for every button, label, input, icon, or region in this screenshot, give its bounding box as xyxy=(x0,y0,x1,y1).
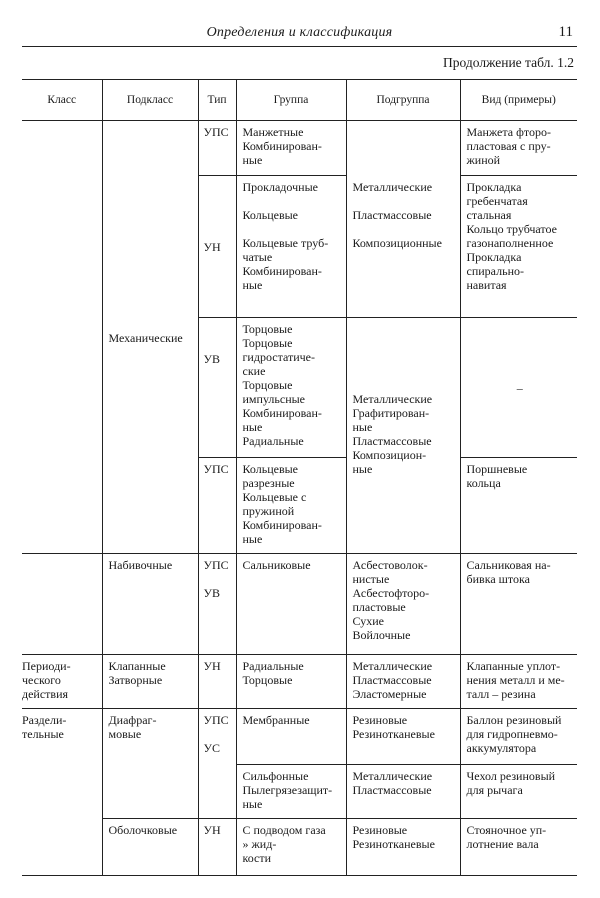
table-row xyxy=(22,709,577,765)
subgroup-cell: Резиновые Резинотканевые xyxy=(346,709,460,765)
type-cell: УН xyxy=(198,819,236,876)
examples-cell: Манжета фторо- пластовая с пру- жиной xyxy=(460,121,577,176)
subgroup-cell: Металлические Пластмассовые Композиционные xyxy=(346,176,460,318)
group-cell: С подводом газа » жид- кости xyxy=(236,819,346,876)
table-row xyxy=(22,121,577,176)
group-cell: Торцовые Торцовые гидростатиче- ские Торцовые импульсные Комбинирован- ные Радиальные xyxy=(236,318,346,458)
table-continuation-caption: Продолжение табл. 1.2 xyxy=(443,55,574,70)
class-cell: Периоди- ческого действия xyxy=(22,655,102,709)
group-cell: Радиальные Торцовые xyxy=(236,655,346,709)
subclass-cell: Набивочные xyxy=(102,554,198,655)
class-cell-empty xyxy=(22,554,102,655)
group-cell: Прокладочные Кольцевые Кольцевые труб- чатые Комбинирован- ные xyxy=(236,176,346,318)
type-cell: УПС xyxy=(198,121,236,176)
examples-cell: Баллон резиновый для гидропневмо- аккумулятора xyxy=(460,709,577,765)
header-subgroup: Подгруппа xyxy=(346,80,460,121)
examples-cell: Поршневые кольца xyxy=(460,458,577,554)
type-cell: УПС УВ xyxy=(198,554,236,655)
type-cell: УПС xyxy=(198,458,236,554)
group-cell: Кольцевые разрезные Кольцевые с пружиной Комбинирован- ные xyxy=(236,458,346,554)
subclass-cell-mechanical: Механические xyxy=(102,121,198,554)
type-cell: УН xyxy=(198,176,236,318)
header-examples: Вид (примеры) xyxy=(460,80,577,121)
type-cell: УВ xyxy=(198,318,236,458)
subgroup-cell-empty xyxy=(346,121,460,176)
subgroup-cell: Металлические Пластмассовые Эластомерные xyxy=(346,655,460,709)
subclass-cell: Диафраг- мовые xyxy=(102,709,198,819)
examples-cell: Клапанные уплот- нения металл и ме- талл – резина xyxy=(460,655,577,709)
examples-cell: – xyxy=(460,318,577,458)
table-header-row xyxy=(22,80,577,121)
examples-cell: Прокладка гребенчатая стальная Кольцо трубчатое газонаполненное Прокладка спирально- навитая xyxy=(460,176,577,318)
group-cell: Манжетные Комбинирован- ные xyxy=(236,121,346,176)
running-header xyxy=(22,24,577,47)
type-cell: УПС УС xyxy=(198,709,236,819)
group-cell: Сильфонные Пылегрязезащит- ные xyxy=(236,765,346,819)
subgroup-cell: Резиновые Резинотканевые xyxy=(346,819,460,876)
group-cell: Сальниковые xyxy=(236,554,346,655)
group-cell: Мембранные xyxy=(236,709,346,765)
class-cell-empty xyxy=(22,121,102,554)
examples-cell: Сальниковая на- бивка штока xyxy=(460,554,577,655)
header-subclass: Подкласс xyxy=(102,80,198,121)
examples-cell: Чехол резиновый для рычага xyxy=(460,765,577,819)
header-class: Класс xyxy=(22,80,102,121)
header-type: Тип xyxy=(198,80,236,121)
table-row xyxy=(22,819,577,876)
subgroup-cell: Металлические Пластмассовые xyxy=(346,765,460,819)
examples-cell: Стояночное уп- лотнение вала xyxy=(460,819,577,876)
table-row xyxy=(22,655,577,709)
subgroup-cell: Асбестоволок- нистые Асбестофторо- пластовые Сухие Войлочные xyxy=(346,554,460,655)
type-cell: УН xyxy=(198,655,236,709)
classification-table xyxy=(22,79,577,876)
page-number: 11 xyxy=(558,24,573,40)
header-group: Группа xyxy=(236,80,346,121)
subclass-cell: Оболочковые xyxy=(102,819,198,876)
subclass-cell: Клапанные Затворные xyxy=(102,655,198,709)
running-title: Определения и классификация xyxy=(206,25,393,40)
table-row xyxy=(22,554,577,655)
class-cell: Раздели- тельные xyxy=(22,709,102,876)
subgroup-cell: Металлические Графитирован- ные Пластмассовые Композицион- ные xyxy=(346,318,460,554)
